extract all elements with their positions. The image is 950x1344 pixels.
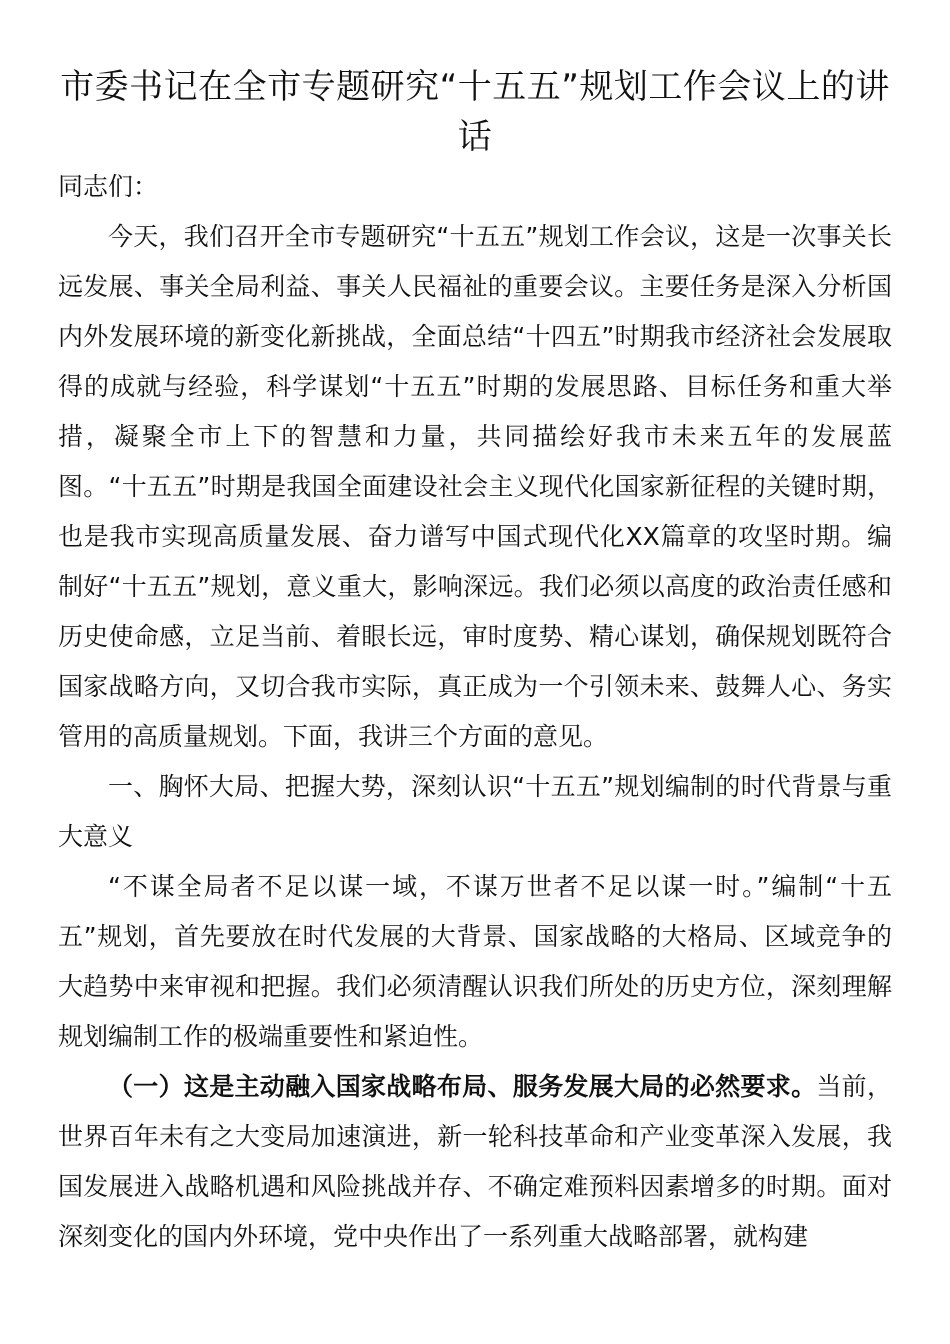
document-title: 市委书记在全市专题研究“十五五”规划工作会议上的讲话 [60,67,890,157]
intro-paragraph: 今天，我们召开全市专题研究“十五五”规划工作会议，这是一次事关长远发展、事关全局利益、事关人民福祉的重要会议。主要任务是深入分析国内外发展环境的新变化新挑战，全面总结“十四五”时期我市经济社会发展取得的成就与经验，科学谋划“十五五”时期的发展思路、目标任务和重大举措，凝聚全市上下的智慧和力量，共同描绘好我市未来五年的发展蓝图。“十五五”时期是我国全面建设社会主义现代化国家新征程的关键时期，也是我市实现高质量发展、奋力谱写中国式现代化XX篇章的攻坚时期。编制好“十五五”规划，意义重大，影响深远。我们必须以高度的政治责任感和历史使命感，立足当前、着眼长远，审时度势、精心谋划，确保规划既符合国家战略方向，又切合我市实际，真正成为一个引领未来、鼓舞人心、务实管用的高质量规划。下面，我讲三个方面的意见。 [58,222,892,751]
point-one-text: 当前，世界百年未有之大变局加速演进，新一轮科技革命和产业变革深入发展，我国发展进入战略机遇和风险挑战并存、不确定难预料因素增多的时期。面对深刻变化的国内外环境，党中央作出了一系列重大战略部署，就构建 [58,1072,892,1251]
section-one-paragraph: “不谋全局者不足以谋一域，不谋万世者不足以谋一时。”编制“十五五”规划，首先要放在时代发展的大背景、国家战略的大格局、区域竞争的大趋势中来审视和把握。我们必须清醒认识我们所处的历史方位，深刻理解规划编制工作的极端重要性和紧迫性。 [58,872,892,1051]
salutation: 同志们： [58,172,159,201]
point-one-paragraph [58,1062,892,1262]
point-one-heading: （一）这是主动融入国家战略布局、服务发展大局的必然要求。 [108,1072,817,1101]
section-one-heading: 一、胸怀大局、把握大势，深刻认识“十五五”规划编制的时代背景与重大意义 [58,772,892,851]
